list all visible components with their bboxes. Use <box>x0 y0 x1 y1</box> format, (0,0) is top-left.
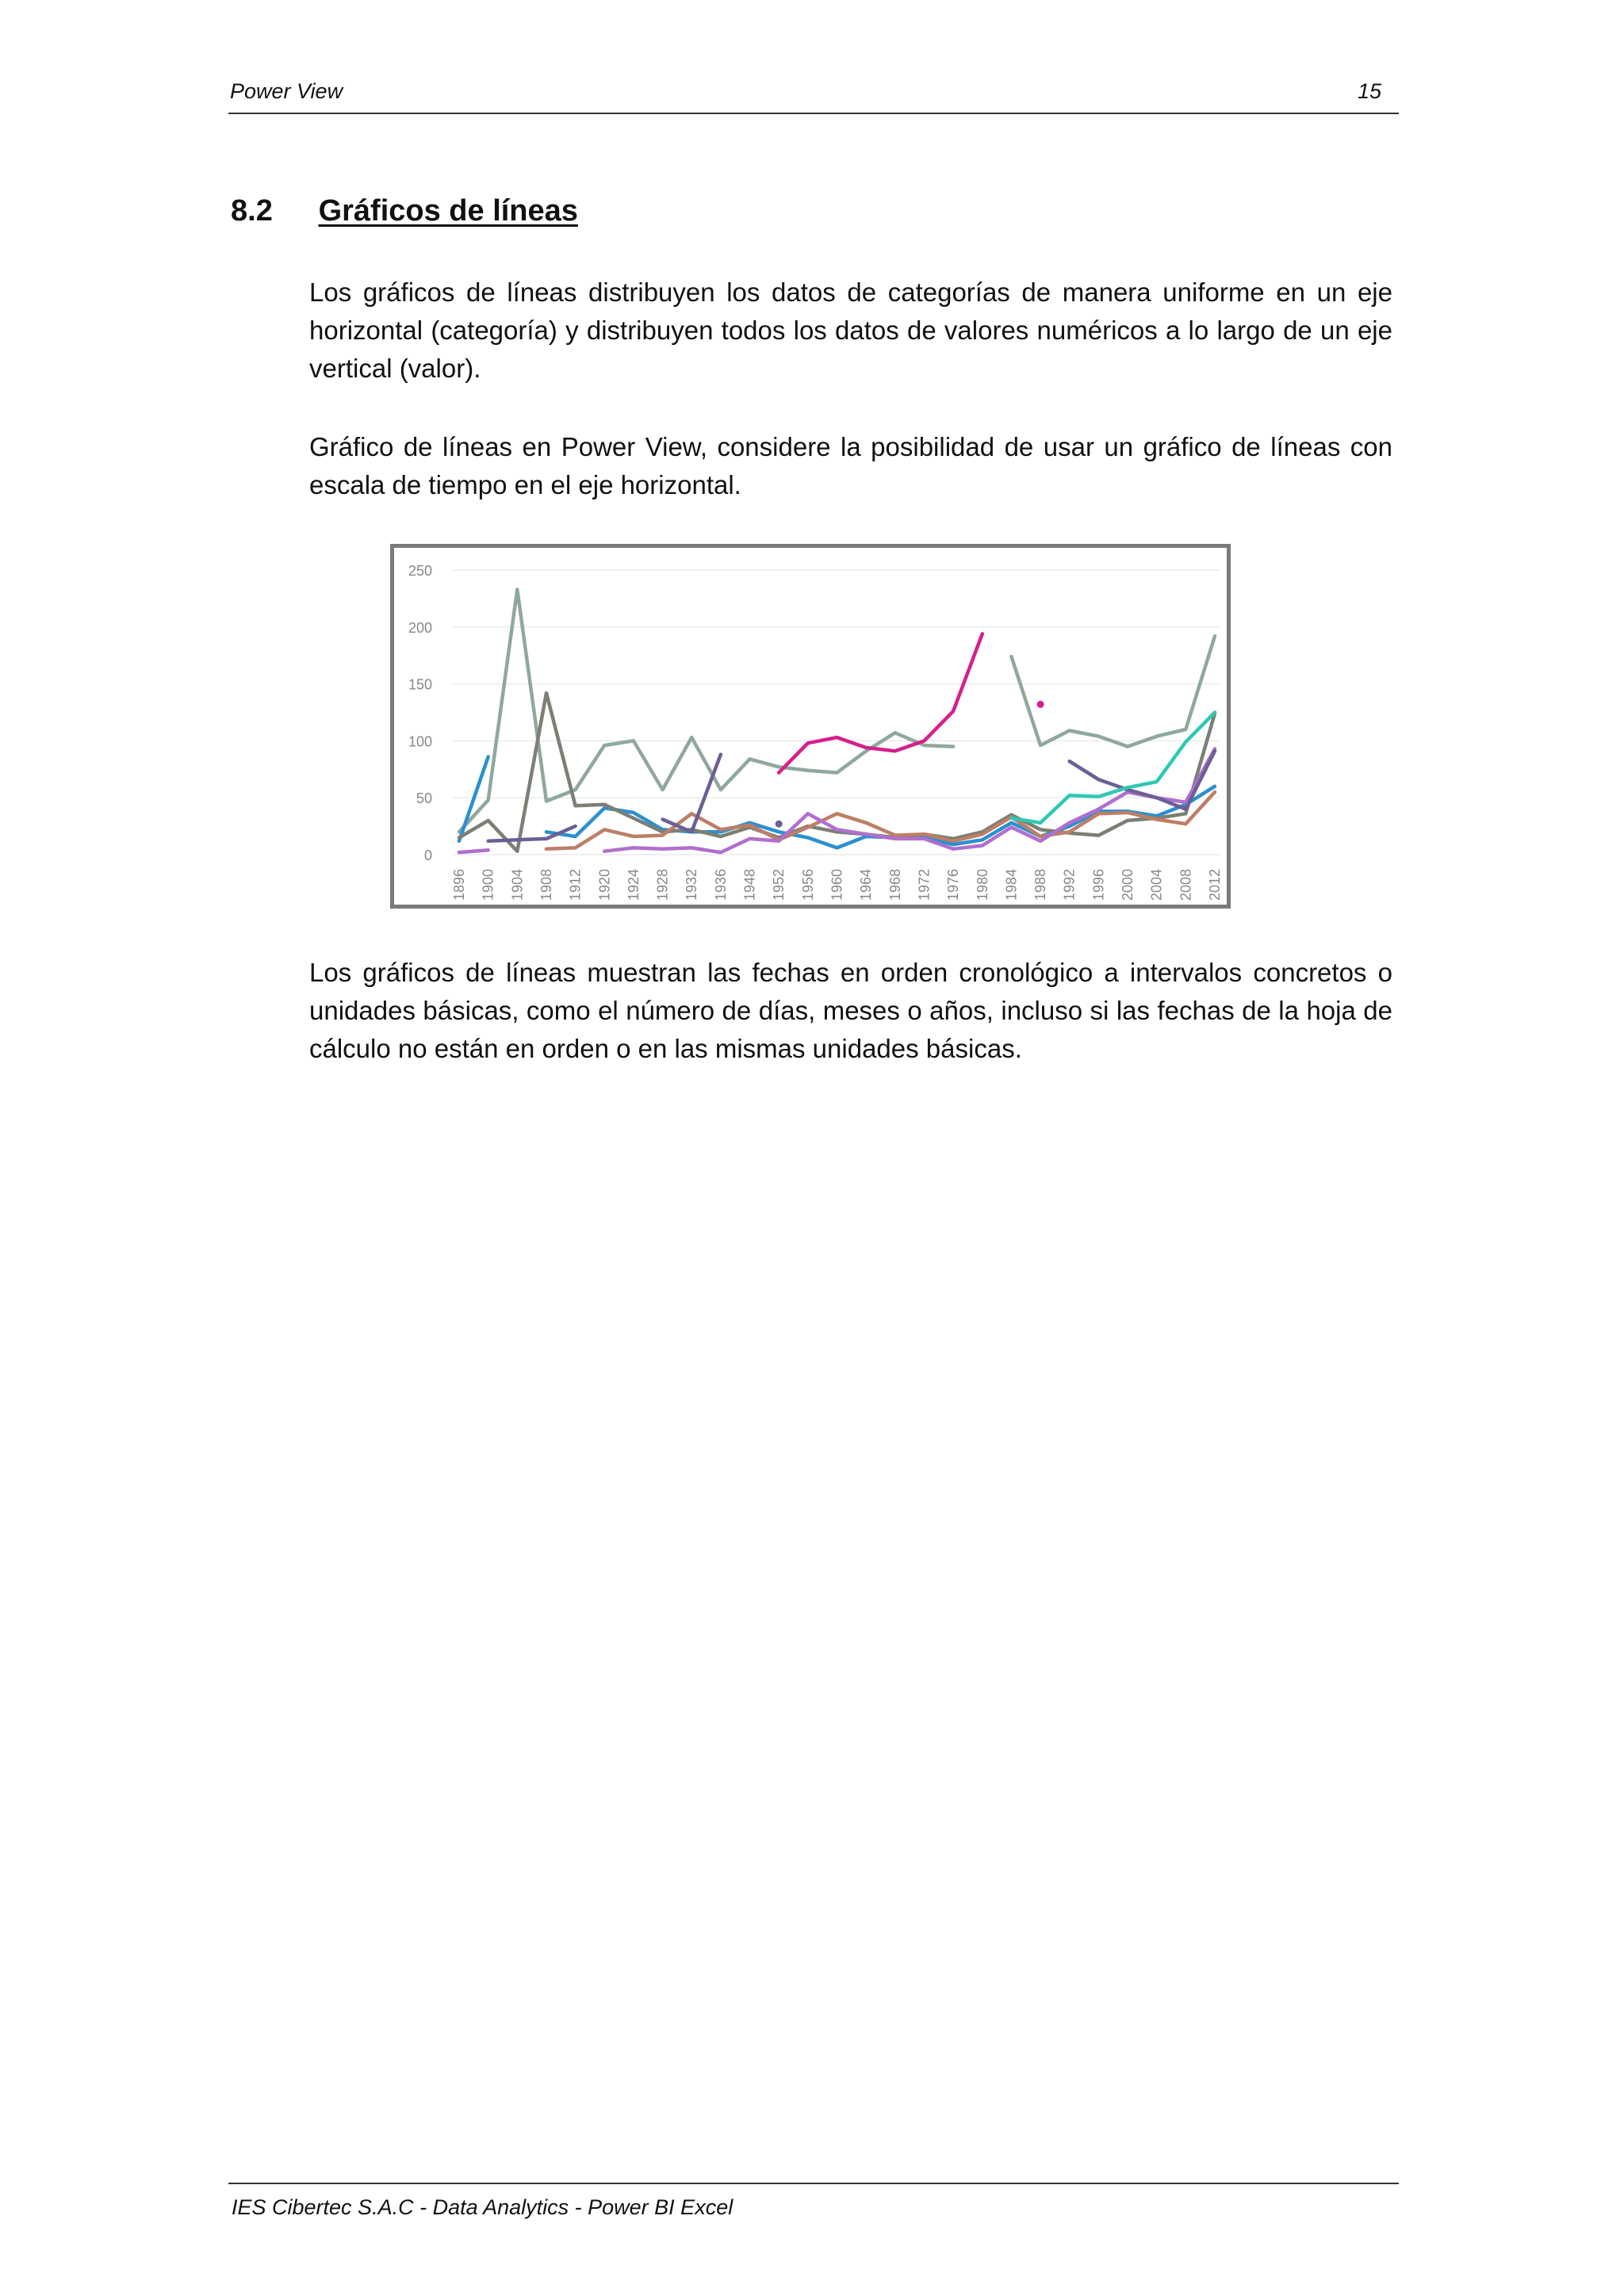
x-tick-label: 1948 <box>741 869 758 901</box>
x-tick-label: 2008 <box>1178 869 1194 901</box>
series-line <box>663 755 721 832</box>
series-line <box>546 786 1215 848</box>
header-title: Power View <box>230 79 343 103</box>
x-tick-label: 1960 <box>829 869 845 901</box>
paragraph-chronological: Los gráficos de líneas muestran las fechas en orden cronológico a intervalos concretos o unidades básicas, como el número de días, meses o años, incluso si las fechas de la hoja de cálculo no están en orden o en las mismas unidades básicas. <box>309 958 1392 1063</box>
x-tick-label: 1920 <box>596 869 613 901</box>
x-tick-label: 1932 <box>684 869 700 901</box>
x-tick-label: 1968 <box>887 869 903 901</box>
x-tick-label: 1924 <box>625 869 642 901</box>
x-tick-label: 2004 <box>1148 869 1165 901</box>
x-tick-label: 1928 <box>654 869 671 901</box>
series-line <box>459 850 488 852</box>
x-tick-label: 1996 <box>1090 869 1107 901</box>
x-tick-label: 1972 <box>916 869 933 901</box>
line-chart <box>390 544 1231 909</box>
y-tick-label: 100 <box>408 733 432 750</box>
footer-text: IES Cibertec S.A.C - Data Analytics - Power BI Excel <box>232 2195 733 2219</box>
x-tick-label: 1952 <box>771 869 787 901</box>
section-number: 8.2 <box>231 194 273 228</box>
y-tick-label: 0 <box>423 848 432 863</box>
x-tick-label: 1896 <box>451 869 467 901</box>
data-point <box>776 821 783 828</box>
y-tick-label: 50 <box>416 790 432 807</box>
section-title: Gráficos de líneas <box>318 194 578 228</box>
page-header <box>228 78 1399 114</box>
x-tick-label: 1912 <box>567 869 584 901</box>
section-heading <box>231 194 578 228</box>
x-tick-label: 1900 <box>480 869 496 901</box>
x-tick-label: 1904 <box>509 869 526 901</box>
series-line <box>1011 636 1215 746</box>
x-tick-label: 1936 <box>712 869 729 901</box>
x-tick-label: 1980 <box>974 869 990 901</box>
x-tick-label: 1956 <box>799 869 816 901</box>
x-tick-label: 1964 <box>858 869 875 901</box>
x-tick-label: 1984 <box>1003 869 1020 901</box>
x-tick-label: 2000 <box>1120 869 1136 901</box>
data-point <box>1037 701 1044 708</box>
y-tick-label: 150 <box>408 676 432 693</box>
paragraph-power-view: Gráfico de líneas en Power View, considere la posibilidad de usar un gráfico de líneas con escala de tiempo en el eje horizontal. <box>309 432 1392 499</box>
y-tick-label: 250 <box>408 563 432 579</box>
page-number: 15 <box>1357 79 1381 103</box>
x-tick-label: 1988 <box>1032 869 1049 901</box>
page-footer <box>228 2183 1399 2220</box>
x-tick-label: 2012 <box>1207 869 1223 901</box>
paragraph-intro: Los gráficos de líneas distribuyen los datos de categorías de manera uniforme en un eje horizontal (categoría) y distribuyen todos los datos de valores numéricos a lo largo de un eje vertical (valor). <box>309 277 1392 383</box>
x-tick-label: 1908 <box>538 869 554 901</box>
x-tick-label: 1992 <box>1061 869 1078 901</box>
x-tick-label: 1976 <box>945 869 962 901</box>
y-tick-label: 200 <box>408 619 432 636</box>
series-line <box>779 633 982 772</box>
line-chart-svg <box>394 548 1227 905</box>
